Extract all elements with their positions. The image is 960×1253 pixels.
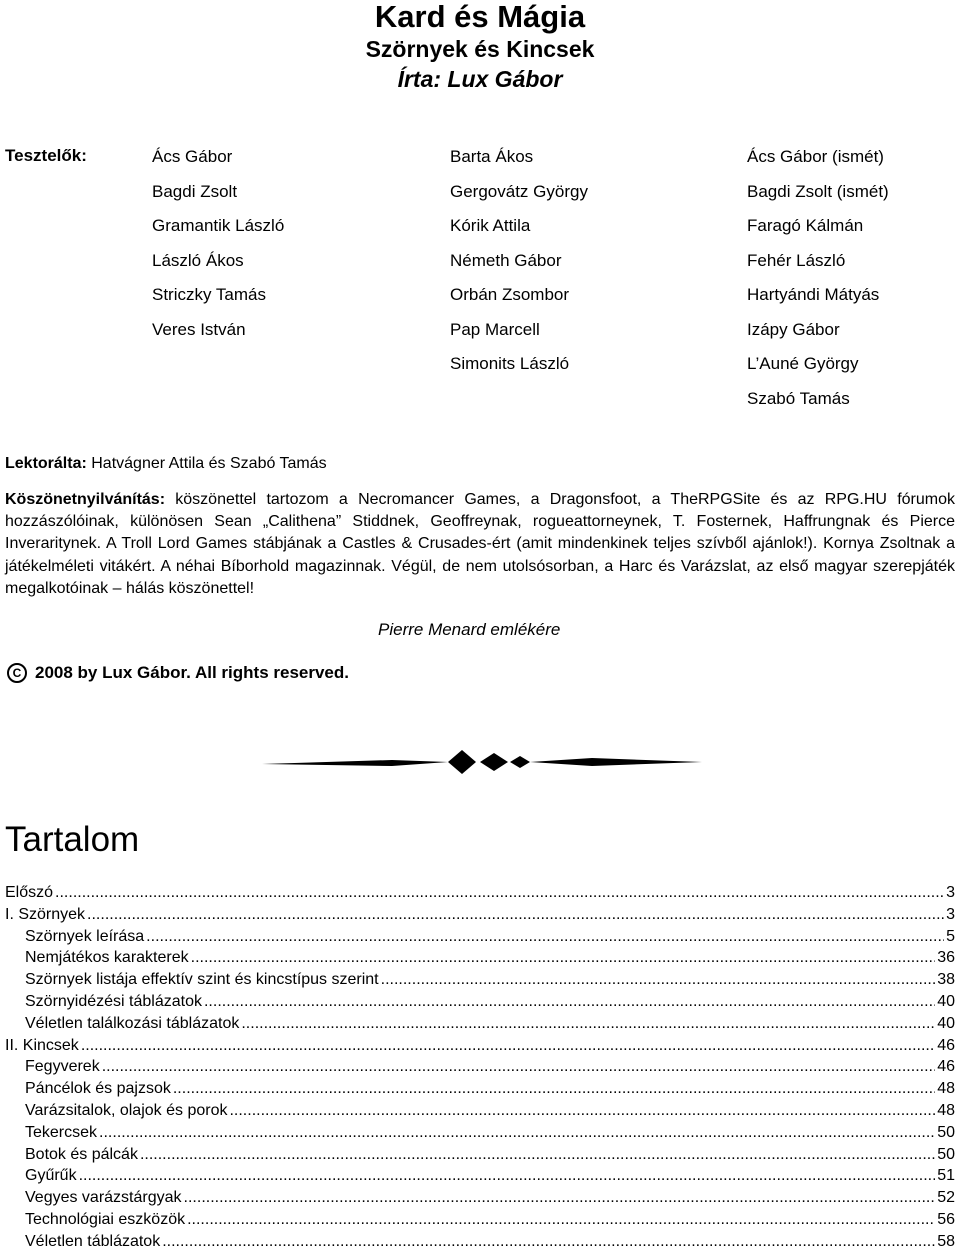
toc-dot-leader bbox=[229, 1100, 935, 1122]
toc-entry-page: 50 bbox=[937, 1123, 955, 1141]
toc-entry-page: 36 bbox=[937, 949, 955, 967]
toc-entry-label: Előszó bbox=[5, 884, 54, 901]
toc-entry-page: 51 bbox=[937, 1167, 955, 1185]
copyright-text: 2008 by Lux Gábor. All rights reserved. bbox=[35, 663, 349, 682]
book-title: Kard és Mágia bbox=[374, 0, 586, 34]
toc-dot-leader bbox=[140, 1144, 935, 1166]
toc-heading: Tartalom bbox=[5, 820, 140, 859]
book-subtitle: Szörnyek és Kincsek bbox=[365, 36, 595, 62]
tester-name: Simonits László bbox=[450, 354, 570, 373]
toc-entry[interactable] bbox=[5, 1013, 955, 1035]
toc-entry-label: Véletlen táblázatok bbox=[25, 1232, 161, 1250]
testers-column-2 bbox=[450, 146, 588, 388]
tester-name: Németh Gábor bbox=[450, 250, 562, 270]
toc-dot-leader bbox=[87, 904, 944, 926]
toc-dot-leader bbox=[173, 1078, 935, 1100]
testers-column-1 bbox=[152, 146, 284, 353]
thanks-label: Köszönetnyilvánítás: bbox=[5, 491, 166, 508]
toc-entry-page: 58 bbox=[937, 1232, 955, 1250]
toc-entry-page: 46 bbox=[937, 1058, 955, 1076]
acknowledgements bbox=[5, 489, 955, 600]
toc-entry-page: 3 bbox=[946, 905, 955, 923]
author-line: Írta: Lux Gábor bbox=[397, 66, 563, 92]
toc-entry-label: Nemjátékos karakterek bbox=[25, 949, 189, 967]
toc-dot-leader bbox=[162, 1231, 935, 1253]
tester-name: Gramantik László bbox=[152, 216, 285, 235]
tester-name: Fehér László bbox=[747, 250, 846, 270]
toc-dot-leader bbox=[184, 1187, 936, 1209]
thanks-text: köszönettel tartozom a Necromancer Games, a Dragonsfoot, a TheRPGSite és az RPG.HU fórumok hozzászólóinak, különösen Sean „Calithena” Stiddnek, Geoffreynak, rogueattorneynek, T. Fosternek, Haffrungnak és Pierce Inveraritynek. A Troll Lord Games stábjának a Castles & Crusades-ért (amit mindenkinek teljes szívből ajánlok!). Kornya Zsoltnak a játékelméleti vitákért. A néhai Bíborhold magazinnak. Végül, de nem utolsósorban, a Harc és Varázslat, az első magyar szerepjáték megalkotóinak – hálás köszönettel! bbox=[5, 491, 956, 597]
toc-entry[interactable] bbox=[5, 1165, 955, 1187]
toc-entry-page: 56 bbox=[937, 1210, 955, 1228]
toc-entry-page: 48 bbox=[937, 1101, 955, 1119]
toc-dot-leader bbox=[99, 1122, 935, 1144]
copyright-line bbox=[5, 663, 349, 683]
tester-name: Barta Ákos bbox=[450, 147, 534, 166]
toc-entry-page: 40 bbox=[937, 1014, 955, 1032]
toc-entry[interactable] bbox=[5, 1122, 955, 1144]
lektor-value: Hatvágner Attila és Szabó Tamás bbox=[91, 455, 327, 472]
toc-entry-page: 3 bbox=[946, 884, 955, 901]
toc-entry-page: 40 bbox=[937, 992, 955, 1010]
testers-column-3 bbox=[747, 146, 889, 422]
tester-name: Bagdi Zsolt bbox=[152, 181, 238, 201]
toc-entry-page: 38 bbox=[937, 971, 955, 989]
toc-entry-label: Gyűrűk bbox=[25, 1167, 77, 1185]
toc-entry[interactable] bbox=[5, 969, 955, 991]
toc-dot-leader bbox=[102, 1056, 936, 1078]
tester-name: Szabó Tamás bbox=[747, 388, 850, 408]
toc-entry-page: 50 bbox=[937, 1145, 955, 1163]
toc-entry[interactable] bbox=[5, 1100, 955, 1122]
toc-dot-leader bbox=[187, 1209, 935, 1231]
tester-name: László Ákos bbox=[152, 250, 244, 270]
toc-entry[interactable] bbox=[5, 1035, 955, 1057]
toc-entry[interactable] bbox=[5, 991, 955, 1013]
memorial-dedication: Pierre Menard emlékére bbox=[378, 620, 561, 639]
toc-dot-leader bbox=[204, 991, 935, 1013]
toc-entry-label: Szörnyek leírása bbox=[25, 927, 145, 945]
lektor-line bbox=[5, 455, 327, 473]
tester-name: Veres István bbox=[152, 319, 246, 339]
toc-dot-leader bbox=[241, 1013, 935, 1035]
tester-name: Kórik Attila bbox=[450, 216, 531, 235]
ornament-divider-icon bbox=[262, 742, 702, 782]
toc-entry-label: Szörnyek listája effektív szint és kincstípus szerint bbox=[25, 971, 379, 989]
toc-dot-leader bbox=[79, 1165, 936, 1187]
copyright-icon: C bbox=[7, 663, 27, 683]
toc-dot-leader bbox=[81, 1035, 935, 1057]
toc-entry-label: Tekercsek bbox=[25, 1123, 98, 1141]
table-of-contents bbox=[5, 882, 955, 1253]
toc-entry[interactable] bbox=[5, 1187, 955, 1209]
toc-dot-leader bbox=[55, 882, 944, 904]
toc-entry[interactable] bbox=[5, 1144, 955, 1166]
toc-entry-page: 52 bbox=[937, 1189, 955, 1207]
testers-label: Tesztelők: bbox=[5, 146, 87, 165]
lektor-label: Lektorálta: bbox=[5, 455, 87, 472]
toc-entry-label: Varázsitalok, olajok és porok bbox=[25, 1101, 228, 1119]
toc-dot-leader bbox=[146, 926, 944, 948]
toc-entry-label: Szörnyidézési táblázatok bbox=[25, 992, 202, 1010]
toc-entry-label: Vegyes varázstárgyak bbox=[25, 1189, 182, 1207]
toc-entry[interactable] bbox=[5, 1078, 955, 1100]
toc-entry-page: 48 bbox=[937, 1080, 955, 1098]
toc-entry-label: Páncélok és pajzsok bbox=[25, 1080, 171, 1098]
tester-name: Gergovátz György bbox=[450, 181, 588, 201]
tester-name: L’Auné György bbox=[747, 354, 859, 373]
tester-name: Izápy Gábor bbox=[747, 319, 840, 339]
tester-name: Ács Gábor bbox=[152, 147, 233, 166]
toc-entry[interactable] bbox=[5, 947, 955, 969]
toc-entry-page: 5 bbox=[946, 927, 955, 945]
toc-entry[interactable] bbox=[5, 904, 955, 926]
toc-entry-label: I. Szörnyek bbox=[5, 905, 86, 923]
tester-name: Faragó Kálmán bbox=[747, 216, 864, 235]
toc-entry-page: 46 bbox=[937, 1036, 955, 1054]
title-block bbox=[0, 0, 960, 94]
tester-name: Pap Marcell bbox=[450, 319, 540, 339]
toc-entry[interactable] bbox=[5, 1209, 955, 1231]
tester-name: Hartyándi Mátyás bbox=[747, 285, 880, 304]
toc-entry[interactable] bbox=[5, 1231, 955, 1253]
toc-entry-label: Véletlen találkozási táblázatok bbox=[25, 1014, 240, 1032]
toc-dot-leader bbox=[381, 969, 936, 991]
tester-name: Striczky Tamás bbox=[152, 285, 266, 304]
toc-entry[interactable] bbox=[5, 882, 955, 904]
toc-entry-label: Botok és pálcák bbox=[25, 1145, 138, 1163]
toc-dot-leader bbox=[191, 947, 936, 969]
toc-entry-label: II. Kincsek bbox=[5, 1036, 79, 1054]
toc-entry[interactable] bbox=[5, 926, 955, 948]
toc-entry-label: Technológiai eszközök bbox=[25, 1210, 186, 1228]
tester-name: Ács Gábor (ismét) bbox=[747, 147, 884, 166]
toc-entry[interactable] bbox=[5, 1056, 955, 1078]
tester-name: Bagdi Zsolt (ismét) bbox=[747, 181, 889, 201]
toc-entry-label: Fegyverek bbox=[25, 1058, 100, 1076]
tester-name: Orbán Zsombor bbox=[450, 285, 570, 304]
